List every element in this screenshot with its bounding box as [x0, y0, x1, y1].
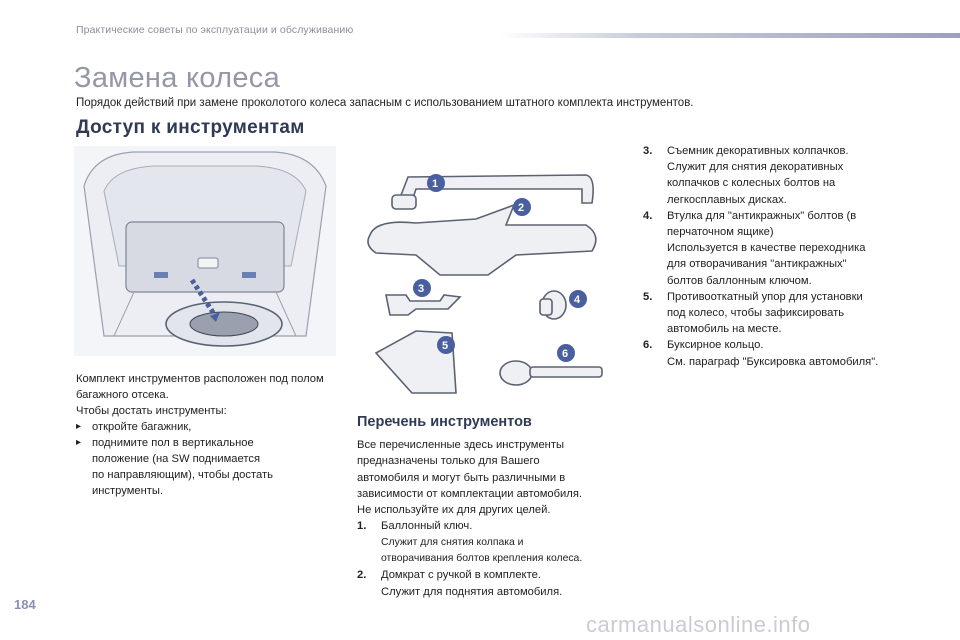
- access-lead: Чтобы достать инструменты:: [76, 405, 227, 417]
- page-title: Замена колеса: [74, 62, 280, 94]
- page-number: 184: [14, 597, 36, 612]
- tool-item-2: 2. Домкрат с ручкой в комплекте. Служит для поднятия автомобиля.: [357, 569, 563, 598]
- tools-illustration: [356, 155, 610, 405]
- subtitle: Порядок действий при замене проколотого колеса запасным с использованием штатного комплекта инструментов.: [76, 97, 694, 109]
- tool-item-3: 3. Съемник декоративных колпачков. Служит для снятия декоративных колпачков с колесных болтов на легкосплавных дисках.: [643, 145, 849, 206]
- access-step-2: ▸ поднимите пол в вертикальное: [76, 437, 254, 449]
- running-header: Практические советы по эксплуатации и обслуживанию: [76, 24, 354, 36]
- access-instructions: Комплект инструментов расположен под полом багажного отсека. Чтобы достать инструменты: ▸ откройте багажник, ▸ поднимите пол в вертикальное положение (на SW поднимается по направляющим), чтобы достать инструменты.: [76, 371, 326, 499]
- callout-5: 5: [442, 340, 449, 352]
- header-bar: [500, 33, 960, 38]
- callout-4: 4: [574, 294, 581, 306]
- tools-list: Все перечисленные здесь инструменты предназначены только для Вашего автомобиля и могут быть различными в зависимости от комплектации автомобиля. Не используйте их для других целей. 1. Баллонный ключ. Служит для снятия колпака и отворачивания болтов крепления колеса. 2. Домкрат с ручкой в комплекте. Служит для поднятия автомобиля.: [357, 437, 617, 600]
- callout-2: 2: [518, 202, 525, 214]
- access-step-1: ▸ откройте багажник,: [76, 421, 192, 433]
- callout-6: 6: [562, 348, 569, 360]
- tool-item-4: 4. Втулка для "антикражных" болтов (в перчаточном ящике) Используется в качестве переходника для отворачивания "антикражных" болтов баллонным ключом.: [643, 209, 866, 287]
- section-title: Доступ к инструментам: [76, 117, 305, 138]
- watermark: carmanualsonline.info: [586, 612, 811, 637]
- bullet-icon: ▸: [76, 421, 82, 432]
- bullet-icon: ▸: [76, 437, 82, 448]
- tools-list-title: Перечень инструментов: [357, 414, 532, 430]
- trunk-illustration: [74, 146, 336, 356]
- tool-item-1: 1. Баллонный ключ. Служит для снятия колпака и отворачивания болтов крепления колеса.: [357, 520, 583, 565]
- tool-item-6: 6. Буксирное кольцо. См. параграф "Буксировка автомобиля".: [643, 339, 879, 368]
- access-paragraph: Комплект инструментов расположен под полом багажного отсека.: [76, 373, 324, 401]
- callout-1: 1: [432, 178, 439, 190]
- callout-3: 3: [418, 283, 425, 295]
- tool-item-5: 5. Противооткатный упор для установки под колесо, чтобы зафиксировать автомобиль на месте.: [643, 290, 863, 336]
- tools-list-continued: [643, 143, 943, 370]
